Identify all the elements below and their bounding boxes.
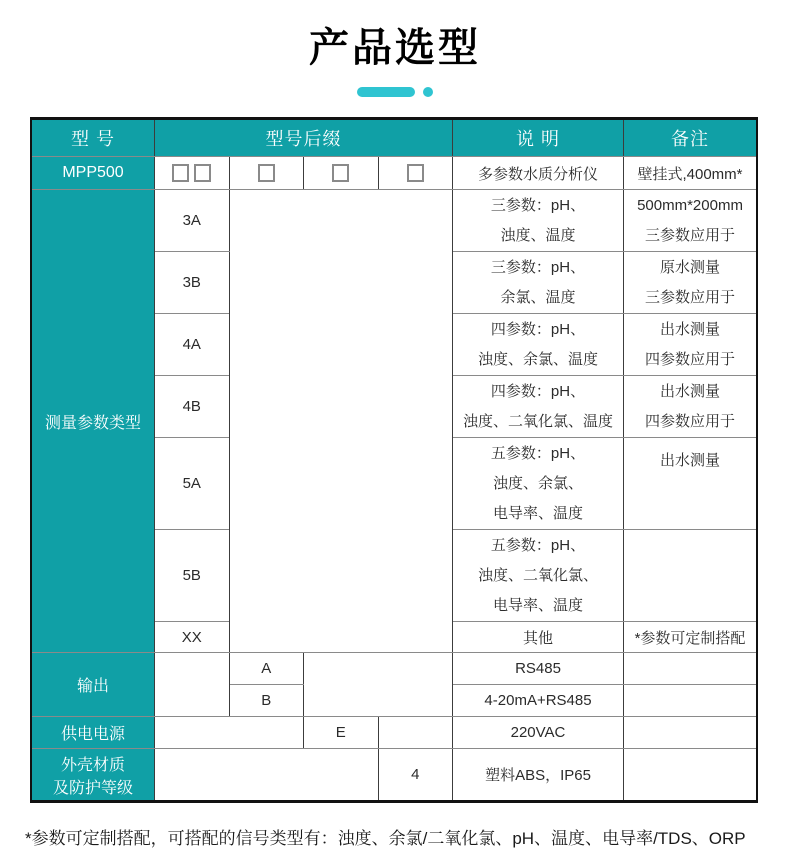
desc-cell xyxy=(453,530,624,622)
remark-cell xyxy=(624,653,758,685)
output-desc-cell: RS485 xyxy=(453,653,624,685)
remark-line: 出水测量 xyxy=(659,452,720,469)
underline-dot-shape xyxy=(423,87,433,97)
desc-cell: 其他 xyxy=(453,622,624,653)
remark-cell xyxy=(624,717,758,749)
remark-line: 出水测量 xyxy=(659,320,720,338)
model-row xyxy=(31,157,757,190)
remark-line: 500mm*200mm xyxy=(637,196,743,214)
merged-empty-cell xyxy=(229,190,453,653)
header-desc: 说 明 xyxy=(453,119,624,157)
empty-cell xyxy=(155,653,230,717)
checkbox-placeholder-icon xyxy=(407,164,424,182)
remark-cell xyxy=(624,190,758,252)
table-header-row xyxy=(31,119,757,157)
remark-cell xyxy=(624,530,758,622)
power-desc-cell: 220VAC xyxy=(453,717,624,749)
product-selection-table xyxy=(30,117,758,803)
desc-line: 浊度、二氧化氯、温度 xyxy=(462,412,613,430)
checkbox-placeholder-icon xyxy=(258,164,275,182)
underline-pill-shape xyxy=(357,87,415,97)
desc-cell xyxy=(453,376,624,438)
suffix-code-cell: XX xyxy=(155,622,230,653)
model-desc: 多参数水质分析仪 xyxy=(453,157,624,190)
suffix-slot-2 xyxy=(229,157,304,190)
remark-cell xyxy=(624,438,758,530)
housing-label-line: 外壳材质 xyxy=(60,756,125,774)
housing-label xyxy=(31,749,155,802)
checkbox-placeholder-icon xyxy=(172,164,189,182)
suffix-code-cell: 3B xyxy=(155,252,230,314)
merged-empty-cell xyxy=(304,653,453,717)
power-code-cell: E xyxy=(304,717,379,749)
param-row-3A xyxy=(31,190,757,252)
desc-cell xyxy=(453,438,624,530)
desc-cell xyxy=(453,314,624,376)
footnote-text: *参数可定制搭配，可搭配的信号类型有：浊度、余氯/二氧化氯、pH、温度、电导率/TDS、ORP xyxy=(25,829,746,848)
desc-cell xyxy=(453,252,624,314)
remark-cell xyxy=(624,749,758,802)
suffix-code-cell: 3A xyxy=(155,190,230,252)
power-label: 供电电源 xyxy=(31,717,155,749)
remark-cell xyxy=(624,252,758,314)
desc-line: 四参数：pH、 xyxy=(490,320,586,338)
suffix-slot-3 xyxy=(304,157,379,190)
title-underline-decoration xyxy=(0,87,790,97)
model-remark: 壁挂式,400mm* xyxy=(624,157,758,190)
desc-line: 三参数：pH、 xyxy=(490,258,586,276)
remark-cell xyxy=(624,376,758,438)
output-code-cell: A xyxy=(229,653,304,685)
power-row xyxy=(31,717,757,749)
suffix-code-cell: 4A xyxy=(155,314,230,376)
remark-line: 原水测量 xyxy=(659,258,720,276)
header-suffix: 型号后缀 xyxy=(155,119,453,157)
output-group-label: 输出 xyxy=(31,653,155,717)
desc-line: 余氯、温度 xyxy=(500,288,576,306)
page-title: 产品选型 xyxy=(309,26,481,70)
desc-line: 三参数：pH、 xyxy=(490,196,586,214)
remark-line: 三参数应用于 xyxy=(644,226,735,244)
suffix-code-cell: 5B xyxy=(155,530,230,622)
suffix-code-cell: 4B xyxy=(155,376,230,438)
param-group-label: 测量参数类型 xyxy=(31,190,155,653)
desc-line: 浊度、余氯、温度 xyxy=(477,350,598,368)
header-model: 型 号 xyxy=(31,119,155,157)
remark-line: 四参数应用于 xyxy=(644,412,735,430)
checkbox-placeholder-icon xyxy=(194,164,211,182)
suffix-slot-4 xyxy=(378,157,453,190)
remark-cell xyxy=(624,685,758,717)
housing-row xyxy=(31,749,757,802)
remark-cell xyxy=(624,314,758,376)
desc-line: 浊度、温度 xyxy=(500,226,576,244)
remark-line: 出水测量 xyxy=(659,382,720,400)
desc-line: 电导率、温度 xyxy=(492,504,583,522)
remark-cell: *参数可定制搭配 xyxy=(624,622,758,653)
housing-label-line: 及防护等级 xyxy=(52,779,133,797)
remark-line: 四参数应用于 xyxy=(644,350,735,368)
model-name: MPP500 xyxy=(31,157,155,190)
merged-empty-cell xyxy=(155,717,304,749)
housing-desc-cell: 塑料ABS，IP65 xyxy=(453,749,624,802)
header-remark: 备注 xyxy=(624,119,758,157)
empty-cell xyxy=(378,717,453,749)
desc-line: 四参数：pH、 xyxy=(490,382,586,400)
desc-line: 电导率、温度 xyxy=(492,596,583,614)
housing-code-cell: 4 xyxy=(378,749,453,802)
merged-empty-cell xyxy=(155,749,379,802)
suffix-code-cell: 5A xyxy=(155,438,230,530)
checkbox-placeholder-icon xyxy=(332,164,349,182)
output-desc-cell: 4-20mA+RS485 xyxy=(453,685,624,717)
desc-line: 五参数：pH、 xyxy=(490,444,586,462)
desc-cell xyxy=(453,190,624,252)
output-code-cell: B xyxy=(229,685,304,717)
desc-line: 浊度、余氯、 xyxy=(492,474,583,492)
desc-line: 五参数：pH、 xyxy=(490,536,586,554)
desc-line: 浊度、二氧化氯、 xyxy=(477,566,598,584)
output-row-A xyxy=(31,653,757,685)
suffix-slot-1 xyxy=(155,157,230,190)
remark-line: 三参数应用于 xyxy=(644,288,735,306)
